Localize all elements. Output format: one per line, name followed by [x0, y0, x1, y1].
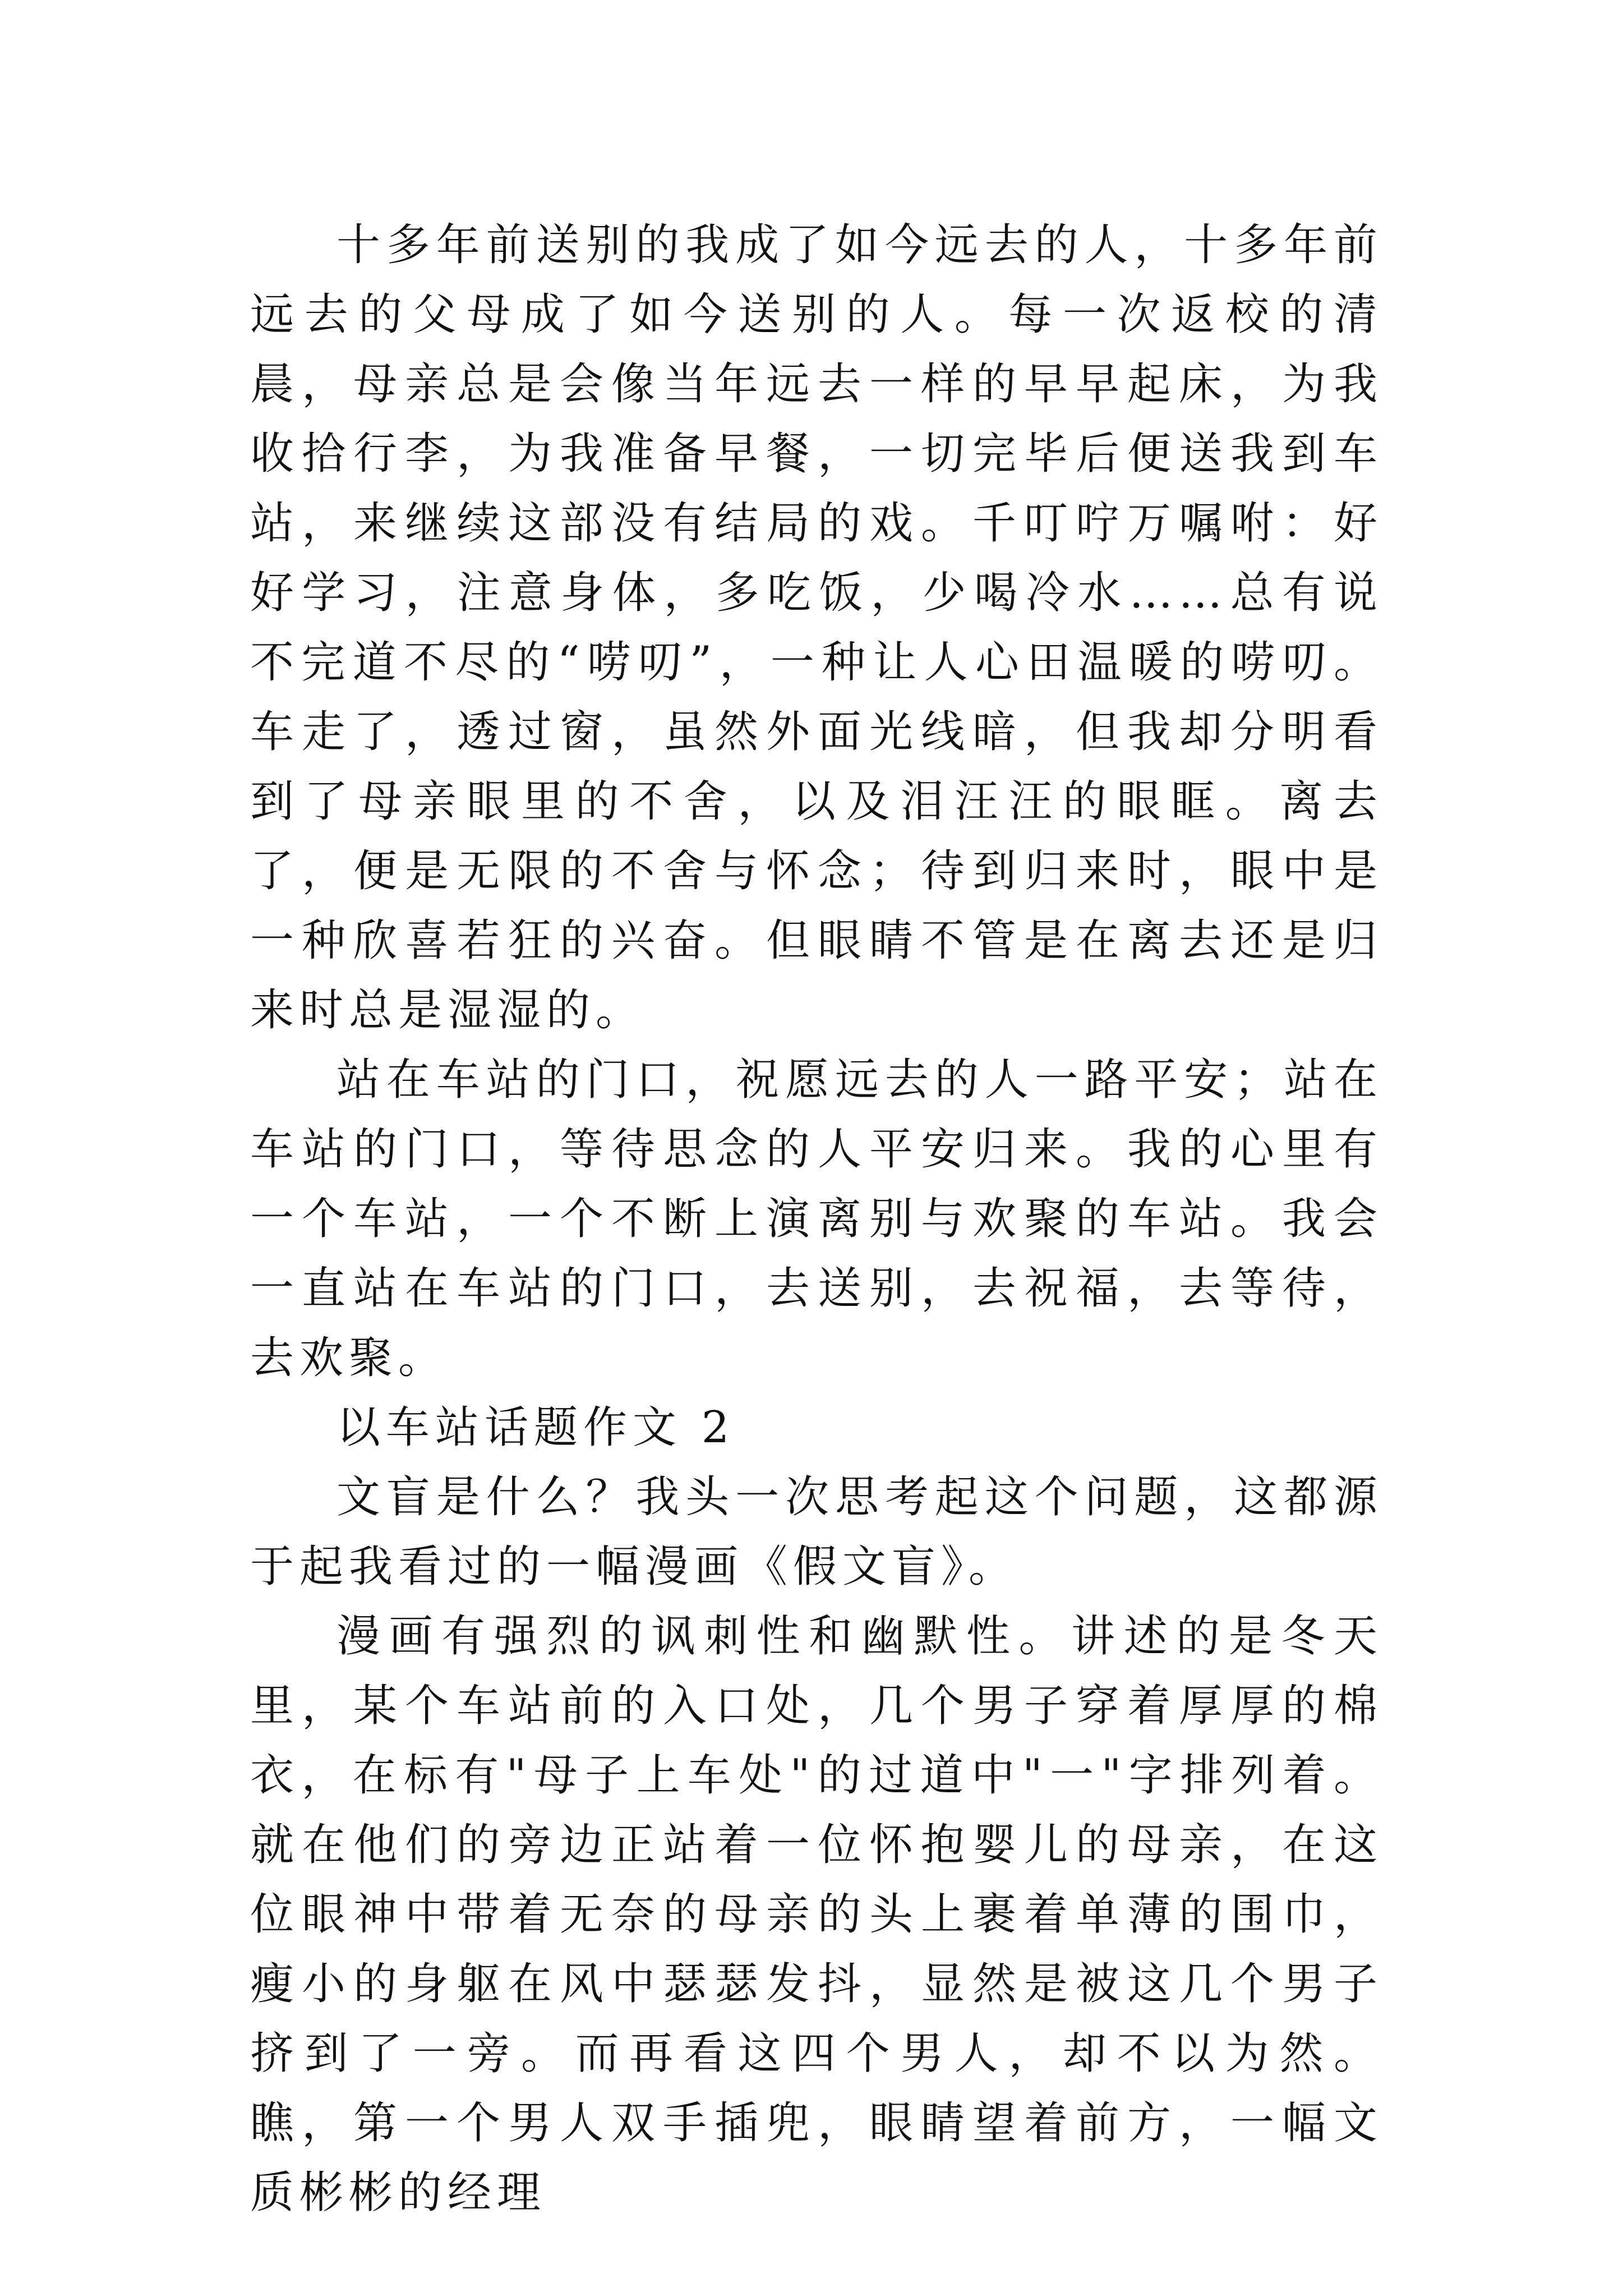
- paragraph-3: 文盲是什么？我头一次思考起这个问题，这都源于起我看过的一幅漫画《假文盲》。: [250, 1472, 1383, 1592]
- section-heading: 以车站话题作文 2: [336, 1402, 735, 1453]
- paragraph-2: 站在车站的门口，祝愿远去的人一路平安；站在车站的门口，等待思念的人平安归来。我的心里有一个车站，一个不断上演离别与欢聚的车站。我会一直站在车站的门口，去送别，去祝福，去等待，去欢聚。: [250, 1055, 1383, 1383]
- paragraph-1: 十多年前送别的我成了如今远去的人，十多年前远去的父母成了如今送别的人。每一次返校的清晨，母亲总是会像当年远去一样的早早起床，为我收拾行李，为我准备早餐，一切完毕后便送我到车站，来继续这部没有结局的戏。千叮咛万嘱咐：好好学习，注意身体，多吃饭，少喝冷水……总有说不完道不尽的“唠叨”，一种让人心田温暖的唠叨。车走了，透过窗，虽然外面光线暗，但我却分明看到了母亲眼里的不舍，以及泪汪汪的眼眶。离去了，便是无限的不舍与怀念；待到归来时，眼中是一种欣喜若狂的兴奋。但眼睛不管是在离去还是归来时总是湿湿的。: [250, 220, 1383, 1036]
- document-body: [250, 210, 1383, 2228]
- paragraph-4: 漫画有强烈的讽刺性和幽默性。讲述的是冬天里，某个车站前的入口处，几个男子穿着厚厚的棉衣，在标有"母子上车处"的过道中"一"字排列着。就在他们的旁边正站着一位怀抱婴儿的母亲，在这位眼神中带着无奈的母亲的头上裹着单薄的围巾，瘦小的身躯在风中瑟瑟发抖，显然是被这几个男子挤到了一旁。而再看这四个男人，却不以为然。瞧，第一个男人双手插兜，眼睛望着前方，一幅文质彬彬的经理: [250, 1611, 1383, 2218]
